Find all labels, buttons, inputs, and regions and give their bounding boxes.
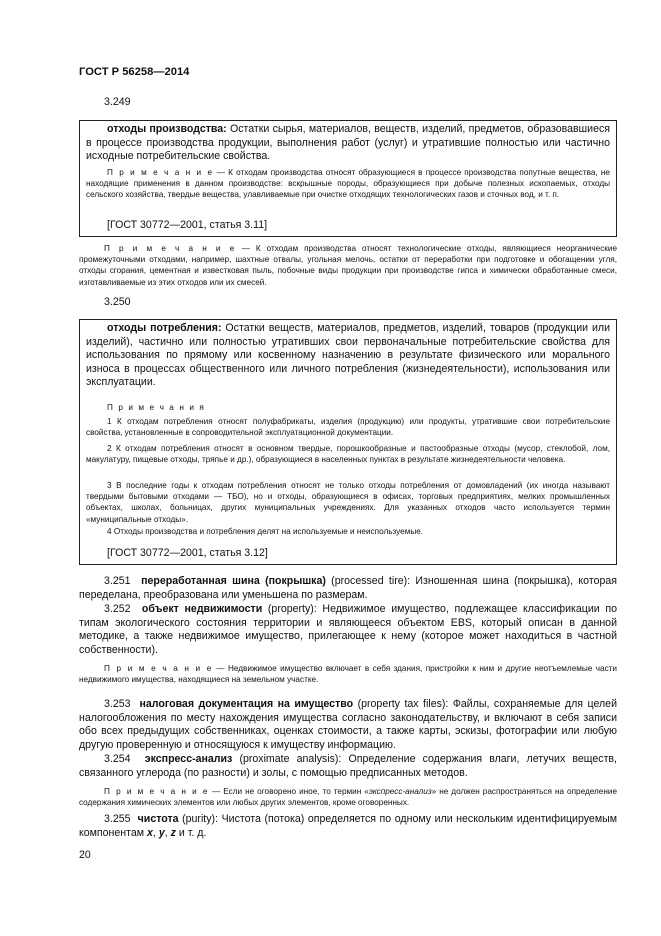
definition-box-3-249 [79,120,617,237]
notes-label: П р и м е ч а н и я [107,403,206,412]
note-item-2: 2 К отходам потребления относят в основном твердые, порошкообразные и пастообразные отходы (мусор, стеклобой, лом, макулатуру, пищевые отходы, тряпье и др.), образующиеся в населенных пунктах в результате жизнедеятельности человека. [86,444,610,465]
term-3-253 [79,698,617,752]
note-label: П р и м е ч а н и е [104,664,213,673]
term-text: (processed tire): Изношенная шина (покрышка), которая переделана, преобразована или уменьшена по размерам. [79,575,617,601]
note-3-254 [79,786,617,808]
page-number: 20 [79,849,91,861]
definition-3-250 [86,322,610,390]
term-name: экспресс-анализ [144,753,233,765]
var-x: x [147,826,153,839]
definition-3-249 [86,123,610,164]
term-3-249: отходы производства: [107,123,227,135]
term-name: объект недвижимости [141,603,263,615]
term-name: чистота [137,813,179,825]
definition-text: Остатки веществ, материалов, предметов, изделий, товаров (продукции или изделий), частично или полностью утративших свои первоначальные потребительские свойства для использования по прямому или косвенному назначению в результате физического или морального износа в процессах общественного или личного потребления (жизнедеятельности), использования или эксплуатации. [86,322,611,389]
outer-note-3-249 [79,243,617,288]
note-label: П р и м е ч а н и е [104,244,236,253]
term-text: (property): Недвижимое имущество, подлежащее классификации по типам экологического состояния территории и являющееся объектом EBS, который описан в данной методике, а также недвижимое имущество, прилегающее к нему (которое может находиться в частной собственности). [79,603,617,656]
term-number: 3.253 [104,698,131,710]
note-label: П р и м е ч а н и е [104,787,210,796]
term-number-3-249: 3.249 [104,96,131,108]
note-text: — К отходам производства относят технологические отходы, являющиеся неорганические промежуточными отходами, например, шахтные отвалы, угольная мелочь, остатки от переработки при подготовке и обогащении угля, отходы сгорания, цементная и известковая пыль, побочные виды продукции при производстве гипса и химически обработанные смеси, изготавливаемые из этих отходов или их смесей. [79,244,617,287]
var-y: y [158,826,165,839]
term-text: (property tax files): Файлы, сохраняемые для целей налогообложения по месту нахождения имущества согласно законодательству, и включают в себя записи обо всех предыдущих собственниках, оценках стоимости, а также карты, эскизы, фотографии или любую другую проверенную и относящуюся к имуществу информацию. [79,698,617,751]
term-3-255 [79,813,617,840]
reference-3-249: [ГОСТ 30772—2001, статья 3.11] [107,219,268,231]
definition-box-3-250 [79,319,617,565]
note-term: экспресс-анализ [368,787,432,796]
note-label: П р и м е ч а н и е [107,168,214,177]
term-3-250: отходы потребления: [107,322,222,334]
note-text-after: » не должен распространяться на определение содержания химических элементов или любых других элементов, кроме оговоренных. [79,787,617,808]
term-3-254 [79,753,617,780]
note-text: — К отходам производства относят образующиеся в процессе производства попутные вещества, не находящие применения в данном производстве: вскрышные породы, образующиеся при добыче полезных ископаемых, отходы сельского хозяйства, твердые вещества, улавливаемые при очистке отходящих технологических газов и сточных вод, и т. п. [86,168,610,200]
term-number: 3.251 [104,575,131,587]
reference-3-250: [ГОСТ 30772—2001, статья 3.12] [107,547,268,559]
note-3-252 [79,663,617,685]
term-number-3-250: 3.250 [104,296,131,308]
note-3-249 [86,167,610,201]
note-item-4: 4 Отходы производства и потребления делят на используемые и неиспользуемые. [107,527,424,536]
term-number: 3.254 [104,753,131,765]
term-text: (proximate analysis): Определение содержания влаги, летучих веществ, связанного углерода (по разности) и золы, с помощью предписанных методов. [79,753,617,779]
term-name: налоговая документация на имущество [139,698,354,710]
term-3-251 [79,575,617,602]
note-text-before: — Если не оговорено иное, то термин « [209,787,369,796]
note-text: — Недвижимое имущество включает в себя здания, пристройки к ним и другие неотъемлемые части недвижимого имущества, находящиеся на земельном участке. [79,664,617,685]
term-3-252 [79,603,617,657]
term-text-end: и т. д. [175,826,207,839]
term-number: 3.252 [104,603,131,615]
note-item-3: 3 В последние годы к отходам потребления относят не только отходы потребления от домовладений (их иногда называют твердыми бытовыми отходами — ТБО), но и отходы, образующиеся в офисах, торговых предприятиях, мелких промышленных объектах, школах, больницах, других муниципальных учреждениях. Для указанных отходов часто используется термин «муниципальные отходы». [86,481,610,524]
page-header: ГОСТ Р 56258—2014 [79,66,190,78]
term-number: 3.255 [104,813,131,825]
separator: , [164,826,171,839]
definition-text: Остатки сырья, материалов, веществ, изделий, предметов, образовавшиеся в процессе производства продукции, выполнения работ (услуг) и утратившие полностью или частично исходные потребительские свойства. [86,123,610,163]
separator: , [152,826,159,839]
term-name: переработанная шина (покрышка) [141,575,326,587]
var-z: z [170,826,176,839]
term-text: (purity): Чистота (потока) определяется по одному или нескольким идентифицируемым компонентам [79,813,617,839]
notes-label-3-250 [86,402,610,413]
note-item-1: 1 К отходам потребления относят полуфабрикаты, изделия (продукцию) или продукты, утратившие свои потребительские свойства, установленные в сопроводительной эксплуатационной документации. [86,417,610,438]
